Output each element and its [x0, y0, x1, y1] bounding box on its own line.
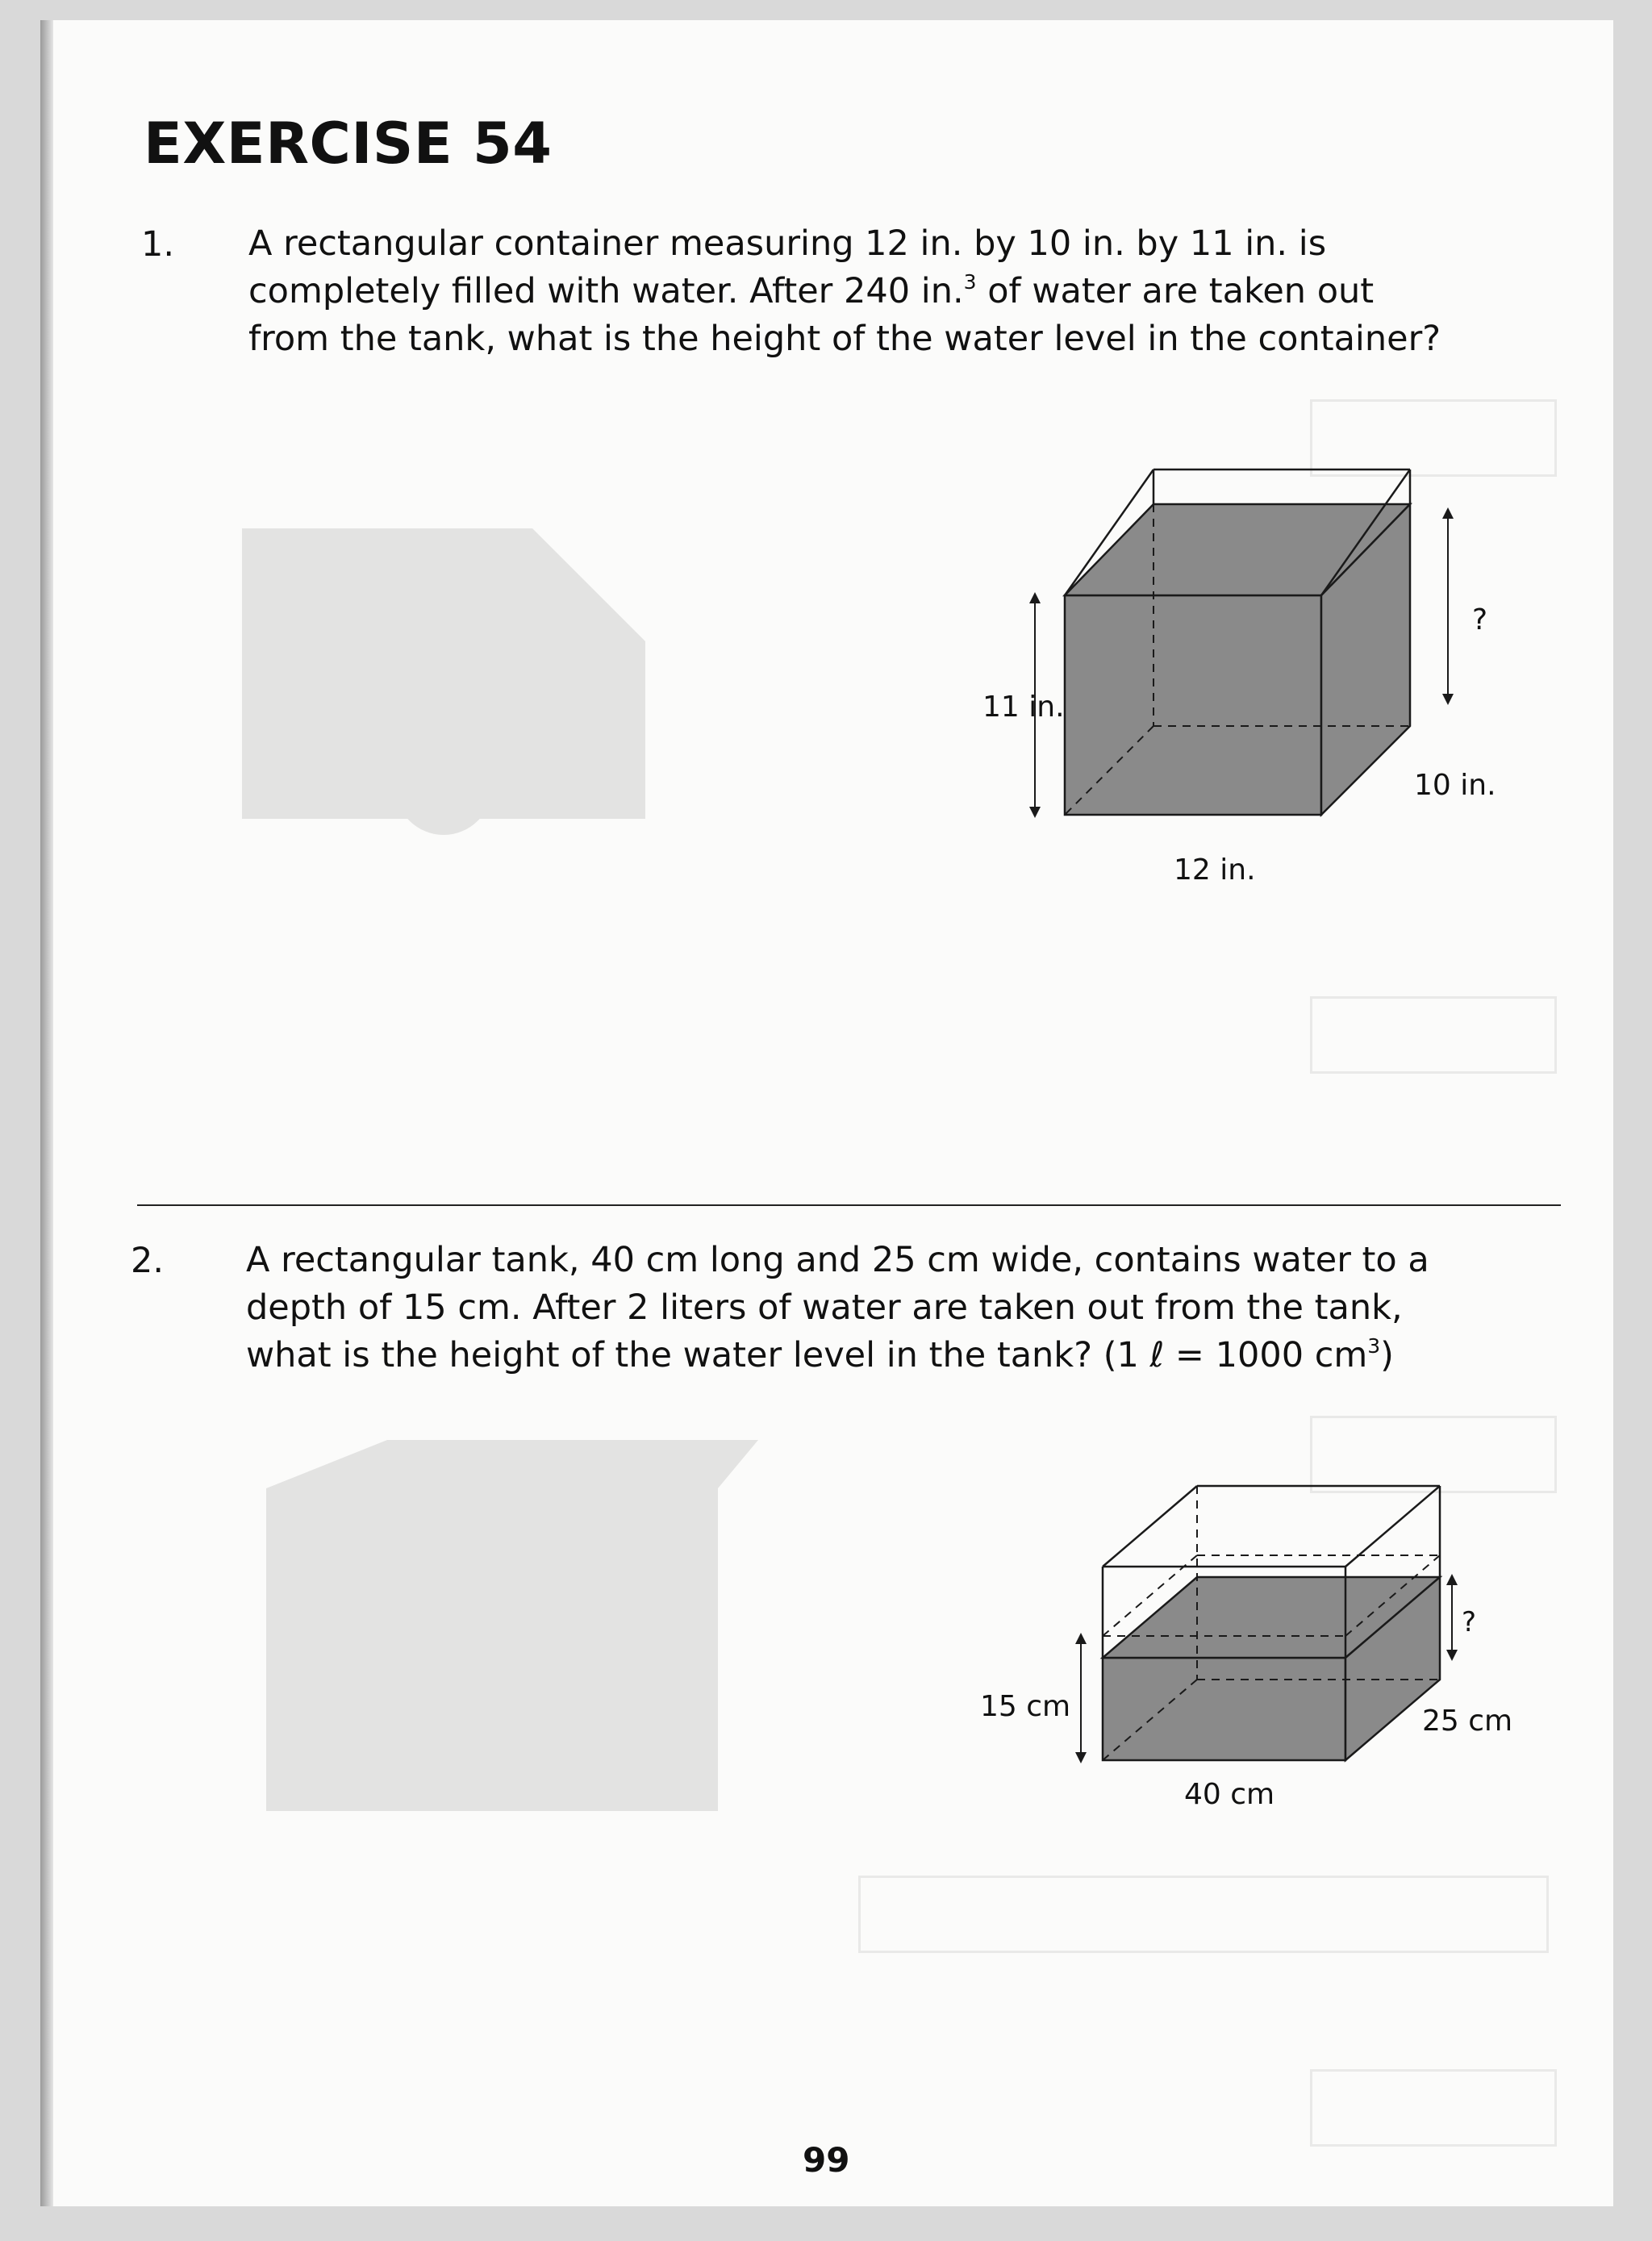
bleedthrough-figure-top	[226, 496, 710, 835]
question-1-line-3: from the tank, what is the height of the water level in the container?	[248, 319, 1441, 359]
question-divider	[137, 1204, 1561, 1206]
question-2-line-1: A rectangular tank, 40 cm long and 25 cm wide, contains water to a	[246, 1240, 1429, 1280]
cubic-exponent: 3	[1367, 1333, 1381, 1358]
cubic-exponent: 3	[963, 269, 977, 294]
bleedthrough-answer-box	[1310, 996, 1557, 1074]
question-1-text	[248, 220, 1441, 363]
length-label: 40 cm	[1184, 1778, 1275, 1811]
bleedthrough-answer-box	[1310, 2069, 1557, 2147]
question-1-line-2: completely filled with water. After 240 in.	[248, 271, 964, 311]
question-2-line-3-end: )	[1380, 1335, 1394, 1375]
workbook-page	[40, 20, 1613, 2206]
question-1-number: 1.	[141, 224, 175, 265]
unknown-height-label: ?	[1462, 1606, 1477, 1638]
width-label: 25 cm	[1422, 1705, 1513, 1738]
page-number: 99	[803, 2140, 850, 2180]
water-front-face	[1065, 595, 1321, 815]
length-label: 12 in.	[1174, 853, 1256, 887]
tank-figure-2	[960, 1480, 1589, 1835]
width-label: 10 in.	[1414, 769, 1496, 802]
exercise-title: EXERCISE 54	[144, 111, 553, 177]
question-2-line-2: depth of 15 cm. After 2 liters of water are taken out from the tank,	[246, 1287, 1403, 1328]
question-1-line-1: A rectangular container measuring 12 in. by 10 in. by 11 in. is	[248, 223, 1327, 264]
height-label: 11 in.	[982, 691, 1065, 724]
container-figure-1	[976, 464, 1589, 916]
water-front-face	[1103, 1658, 1345, 1760]
bleedthrough-figure-bottom	[242, 1440, 758, 1827]
depth-label: 15 cm	[980, 1690, 1071, 1723]
question-2-number: 2.	[131, 1241, 165, 1281]
bleedthrough-answer-box	[858, 1876, 1549, 1953]
unknown-height-label: ?	[1472, 603, 1488, 636]
question-1-line-2-end: of water are taken out	[976, 271, 1375, 311]
question-2-text	[246, 1237, 1429, 1379]
question-2-line-3: what is the height of the water level in the tank? (1 ℓ = 1000 cm	[246, 1335, 1368, 1375]
page-binding-shadow	[40, 20, 53, 2206]
